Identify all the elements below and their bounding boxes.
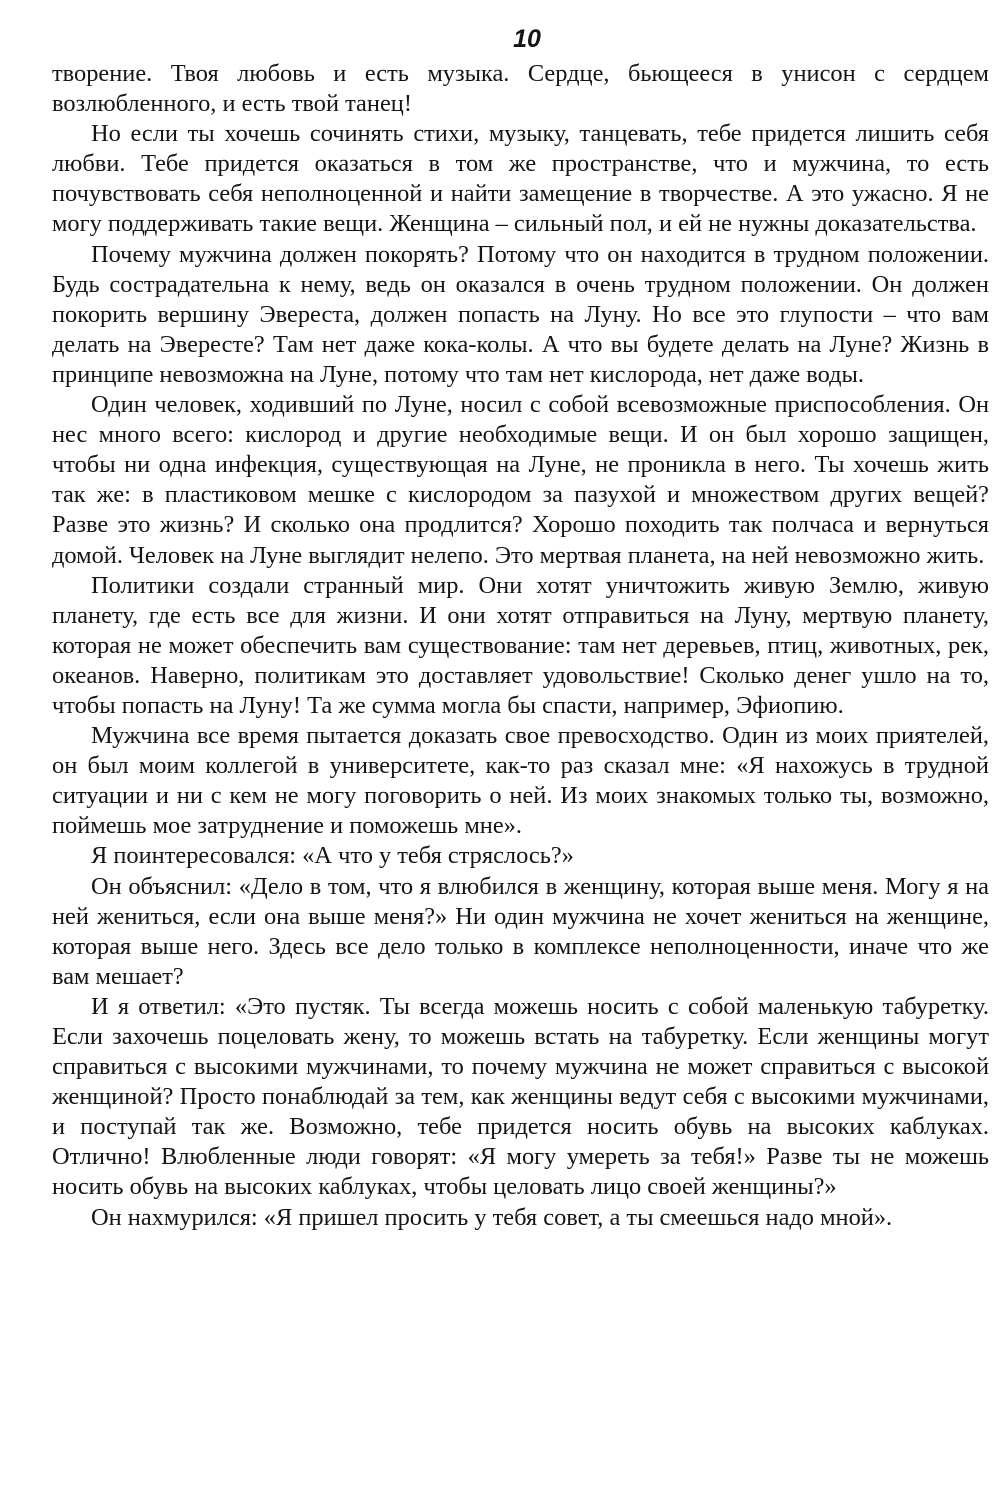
paragraph: Мужчина все время пытается доказать свое превосходство. Один из моих приятелей, он был моим коллегой в университете, как-то раз сказал мне: «Я нахожусь в трудной ситуации и ни с кем не могу поговорить о ней. Из моих знакомых только ты, возможно, поймешь мое затруднение и поможешь мне». xyxy=(52,722,989,840)
page-number: 10 xyxy=(513,25,541,53)
paragraph: Я поинтересовался: «А что у тебя стряслось?» xyxy=(91,842,574,870)
paragraph: Но если ты хочешь сочинять стихи, музыку, танцевать, тебе придется лишить себя любви. Тебе придется оказаться в том же пространстве, что и мужчина, то есть почувствовать себя неполноценной и найти замещение в творчестве. А это ужасно. Я не могу поддерживать такие вещи. Женщина – сильный пол, и ей не нужны доказательства. xyxy=(52,120,989,238)
paragraph: Политики создали странный мир. Они хотят уничтожить живую Землю, живую планету, где есть все для жизни. И они хотят отправиться на Луну, мертвую планету, которая не может обеспечить вам существование: там нет деревьев, птиц, животных, рек, океанов. Наверно, политикам это доставляет удовольствие! Сколько денег ушло на то, чтобы попасть на Луну! Та же сумма могла бы спасти, например, Эфиопию. xyxy=(52,571,989,719)
paragraph: И я ответил: «Это пустяк. Ты всегда можешь носить с собой маленькую табуретку. Если захочешь поцеловать жену, то можешь встать на табуретку. Если женщины могут справиться с высокими мужчинами, то почему мужчина не может справиться с высокой женщиной? Просто понаблюдай за тем, как женщины ведут себя с высокими мужчинами, и поступай так же. Возможно, тебе придется носить обувь на высоких каблуках. Отлично! Влюбленные люди говорят: «Я могу умереть за тебя!» Разве ты не можешь носить обувь на высоких каблуках, чтобы целовать лицо своей женщины?» xyxy=(52,992,989,1201)
body-text xyxy=(52,59,989,1233)
paragraph-continued: творение. Твоя любовь и есть музыка. Сердце, бьющееся в унисон с сердцем возлюбленного, и есть твой танец! xyxy=(52,60,989,118)
paragraph: Один человек, ходивший по Луне, носил с собой всевозможные приспособления. Он нес много всего: кислород и другие необходимые вещи. И он был хорошо защищен, чтобы ни одна инфекция, существующая на Луне, не проникла в него. Ты хочешь жить так же: в пластиковом мешке с кислородом за пазухой и множеством других вещей? Разве это жизнь? И сколько она продлится? Хорошо походить так полчаса и вернуться домой. Человек на Луне выглядит нелепо. Это мертвая планета, на ней невозможно жить. xyxy=(52,391,989,569)
paragraph: Он нахмурился: «Я пришел просить у тебя совет, а ты смеешься надо мной». xyxy=(91,1203,893,1231)
paragraph: Почему мужчина должен покорять? Потому что он находится в трудном положении. Будь сострадательна к нему, ведь он оказался в очень трудном положении. Он должен покорить вершину Эвереста, должен попасть на Луну. Но все это глупости – что вам делать на Эвересте? Там нет даже кока-колы. А что вы будете делать на Луне? Жизнь в принципе невозможна на Луне, потому что там нет кислорода, нет даже воды. xyxy=(52,240,989,388)
paragraph: Он объяснил: «Дело в том, что я влюбился в женщину, которая выше меня. Могу я на ней жениться, если она выше меня?» Ни один мужчина не хочет жениться на женщине, которая выше него. Здесь все дело только в комплексе неполноценности, иначе что же вам мешает? xyxy=(52,872,989,990)
